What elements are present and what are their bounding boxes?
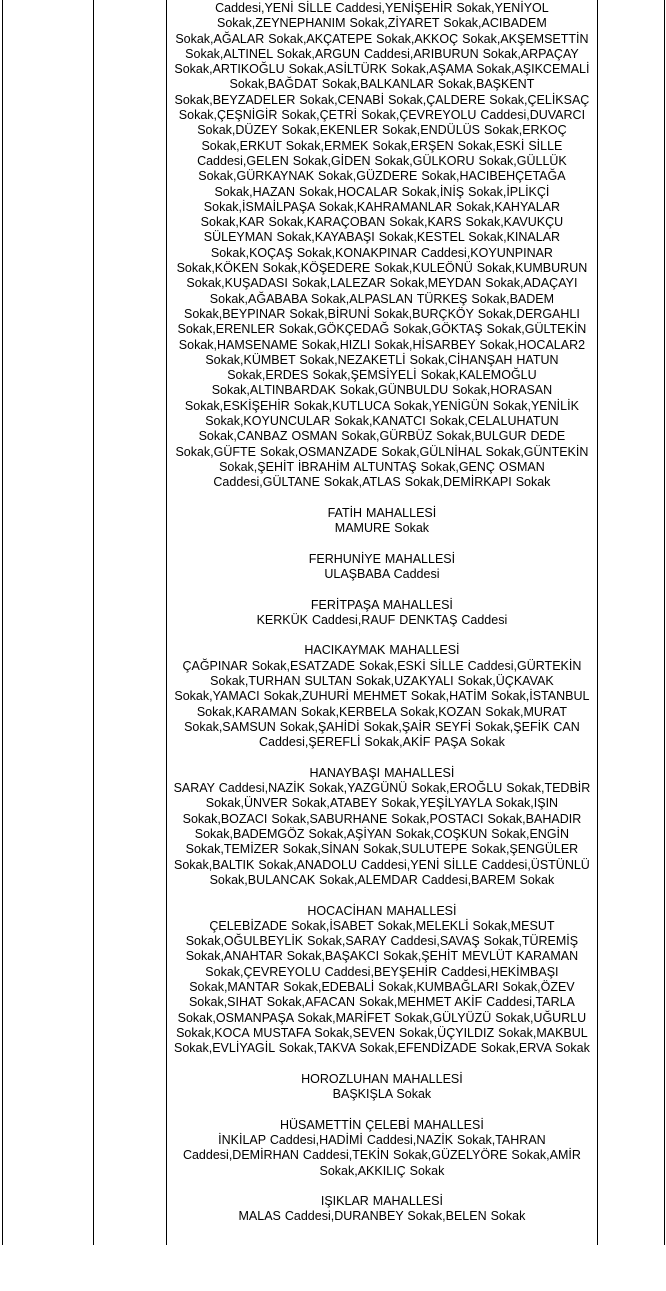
- street-list: ÇAĞPINAR Sokak,ESATZADE Sokak,ESKİ SİLLE Caddesi,GÜRTEKİN Sokak,TURHAN SULTAN Sokak,UZAKYALI Sokak,ÜÇKAVAK Sokak,YAMACI Sokak,ZUHURİ MEHMET Sokak,HATİM Sokak,İSTANBUL Sokak,KARAMAN Sokak,KERBELA Sokak,KOZAN Sokak,MURAT Sokak,SAMSUN Sokak,ŞAHİDİ Sokak,ŞAİR SEYFİ Sokak,ŞEFİK CAN Caddesi,ŞEREFLİ Sokak,AKİF PAŞA Sokak: [174, 658, 590, 750]
- street-list: MAMURE Sokak: [334, 521, 430, 536]
- mahalle-section-hacikaymak: [172, 643, 592, 750]
- street-listing-cell: [166, 0, 597, 1245]
- mahalle-title: IŞIKLAR MAHALLESİ: [320, 1194, 443, 1209]
- table-cell-empty-2: [93, 0, 166, 1245]
- mahalle-title: FATİH MAHALLESİ: [327, 505, 437, 520]
- mahalle-section-hocacihan: [172, 904, 592, 1057]
- mahalle-section-fatih: [172, 506, 592, 537]
- mahalle-section-horozluhan: [172, 1072, 592, 1103]
- street-list: SARAY Caddesi,NAZİK Sokak,YAZGÜNÜ Sokak,EROĞLU Sokak,TEDBİR Sokak,ÜNVER Sokak,ATABEY Sokak,YEŞİLYAYLA Sokak,IŞIN Sokak,BOZACI Sokak,SABURHANE Sokak,POSTACI Sokak,BAHADIR Sokak,BADEMGÖZ Sokak,AŞİYAN Sokak,COŞKUN Sokak,ENGİN Sokak,TEMİZER Sokak,SİNAN Sokak,SULUTEPE Sokak,ŞENGÜLER Sokak,BALTIK Sokak,ANADOLU Caddesi,YENİ SİLLE Caddesi,ÜSTÜNLÜ Sokak,BULANCAK Sokak,ALEMDAR Caddesi,BAREM Sokak: [173, 781, 591, 887]
- mahalle-title: FERHUNİYE MAHALLESİ: [308, 551, 456, 566]
- street-list: MALAS Caddesi,DURANBEY Sokak,BELEN Sokak: [238, 1209, 526, 1224]
- street-list: İNKİLAP Caddesi,HADİMİ Caddesi,NAZİK Sokak,TAHRAN Caddesi,DEMİRHAN Caddesi,TEKİN Sokak,GÜZELYÖRE Sokak,AMİR Sokak,AKKILIÇ Sokak: [182, 1132, 581, 1178]
- street-list: ULAŞBABA Caddesi: [324, 566, 440, 581]
- mahalle-title: HOCACİHAN MAHALLESİ: [307, 903, 457, 918]
- table-cell-empty-1: [2, 0, 93, 1245]
- mahalle-section-husamettin-celebi: [172, 1118, 592, 1179]
- street-list: BAŞKIŞLA Sokak: [332, 1087, 432, 1102]
- mahalle-section-isiklar: [172, 1194, 592, 1225]
- mahalle-title: HACIKAYMAK MAHALLESİ: [304, 643, 460, 658]
- mahalle-title: HOROZLUHAN MAHALLESİ: [301, 1071, 463, 1086]
- street-list: KERKÜK Caddesi,RAUF DENKTAŞ Caddesi: [256, 612, 508, 627]
- mahalle-section-ferhuniye: [172, 552, 592, 583]
- street-list-continuation: Caddesi,YENİ SİLLE Caddesi,YENİŞEHİR Sokak,YENİYOL Sokak,ZEYNEPHANIM Sokak,ZİYARET Sokak,ACIBADEM Sokak,AĞALAR Sokak,AKÇATEPE Sokak,AKKOÇ Sokak,AKŞEMSETTİN Sokak,ALTINEL Sokak,ARGUN Caddesi,ARIBURUN Sokak,ARPAÇAY Sokak,ARTIKOĞLU Sokak,ASİLTÜRK Sokak,AŞAMA Sokak,AŞIKCEMALİ Sokak,BAĞDAT Sokak,BALKANLAR Sokak,BAŞKENT Sokak,BEYZADELER Sokak,CENABİ Sokak,ÇALDERE Sokak,ÇELİKSAÇ Sokak,ÇEŞNİGİR Sokak,ÇETRİ Sokak,ÇEVREYOLU Caddesi,DUVARCI Sokak,DÜZEY Sokak,EKENLER Sokak,ENDÜLÜS Sokak,ERKOÇ Sokak,ERKUT Sokak,ERMEK Sokak,ERŞEN Sokak,ESKİ SİLLE Caddesi,GELEN Sokak,GİDEN Sokak,GÜLKORU Sokak,GÜLLÜK Sokak,GÜRKAYNAK Sokak,GÜZDERE Sokak,HACIBEHÇETAĞA Sokak,HAZAN Sokak,HOCALAR Sokak,İNİŞ Sokak,İPLİKÇİ Sokak,İSMAİLPAŞA Sokak,KAHRAMANLAR Sokak,KAHYALAR Sokak,KAR Sokak,KARAÇOBAN Sokak,KARS Sokak,KAVUKÇU SÜLEYMAN Sokak,KAYABAŞI Sokak,KESTEL Sokak,KINALAR Sokak,KOÇAŞ Sokak,KONAKPINAR Caddesi,KOYUNPINAR Sokak,KÖKEN Sokak,KÖŞEDERE Sokak,KULEÖNÜ Sokak,KUMBURUN Sokak,KUŞADASI Sokak,LALEZAR Sokak,MEYDAN Sokak,ADAÇAYI Sokak,AĞABABA Sokak,ALPASLAN TÜRKEŞ Sokak,BADEM Sokak,BEYPINAR Sokak,BİRUNİ Sokak,BURÇKÖY Sokak,DERGAHLI Sokak,ERENLER Sokak,GÖKÇEDAĞ Sokak,GÖKTAŞ Sokak,GÜLTEKİN Sokak,HAMSENAME Sokak,HIZLI Sokak,HİSARBEY Sokak,HOCALAR2 Sokak,KÜMBET Sokak,NEZAKETLİ Sokak,CİHANŞAH HATUN Sokak,ERDES Sokak,ŞEMSİYELİ Sokak,KALEMOĞLU Sokak,ALTINBARDAK Sokak,GÜNBULDU Sokak,HORASAN Sokak,ESKİŞEHİR Sokak,KUTLUCA Sokak,YENİGÜN Sokak,YENİLİK Sokak,KOYUNCULAR Sokak,KANATCI Sokak,CELALUHATUN Sokak,CANBAZ OSMAN Sokak,GÜRBÜZ Sokak,BULGUR DEDE Sokak,GÜFTE Sokak,OSMANZADE Sokak,GÜLNİHAL Sokak,GÜNTEKİN Sokak,ŞEHİT İBRAHİM ALTUNTAŞ Sokak,GENÇ OSMAN Caddesi,GÜLTANE Sokak,ATLAS Sokak,DEMİRKAPI Sokak: [174, 1, 590, 490]
- mahalle-title: FERİTPAŞA MAHALLESİ: [310, 597, 453, 612]
- street-list: ÇELEBİZADE Sokak,İSABET Sokak,MELEKLİ Sokak,MESUT Sokak,OĞULBEYLİK Sokak,SARAY Caddesi,SAVAŞ Sokak,TÜREMİŞ Sokak,ANAHTAR Sokak,BAŞAKCI Sokak,ŞEHİT MEVLÜT KARAMAN Sokak,ÇEVREYOLU Caddesi,BEYŞEHİR Caddesi,HEKİMBAŞI Sokak,MANTAR Sokak,EDEBALİ Sokak,KUMBAĞLARI Sokak,ÖZEV Sokak,SIHAT Sokak,AFACAN Sokak,MEHMET AKİF Caddesi,TARLA Sokak,OSMANPAŞA Sokak,MARİFET Sokak,GÜLYÜZÜ Sokak,UĞURLU Sokak,KOCA MUSTAFA Sokak,SEVEN Sokak,ÜÇYILDIZ Sokak,MAKBUL Sokak,EVLİYAGİL Sokak,TAKVA Sokak,EFENDİZADE Sokak,ERVA Sokak: [174, 918, 590, 1056]
- mahalle-title: HANAYBAŞI MAHALLESİ: [309, 765, 455, 780]
- mahalle-section-hanaybasi: [172, 766, 592, 888]
- mahalle-section-feritpasa: [172, 598, 592, 629]
- table-cell-empty-3: [597, 0, 665, 1245]
- mahalle-title: HÜSAMETTİN ÇELEBİ MAHALLESİ: [280, 1117, 484, 1132]
- table-fragment: [2, 0, 665, 1245]
